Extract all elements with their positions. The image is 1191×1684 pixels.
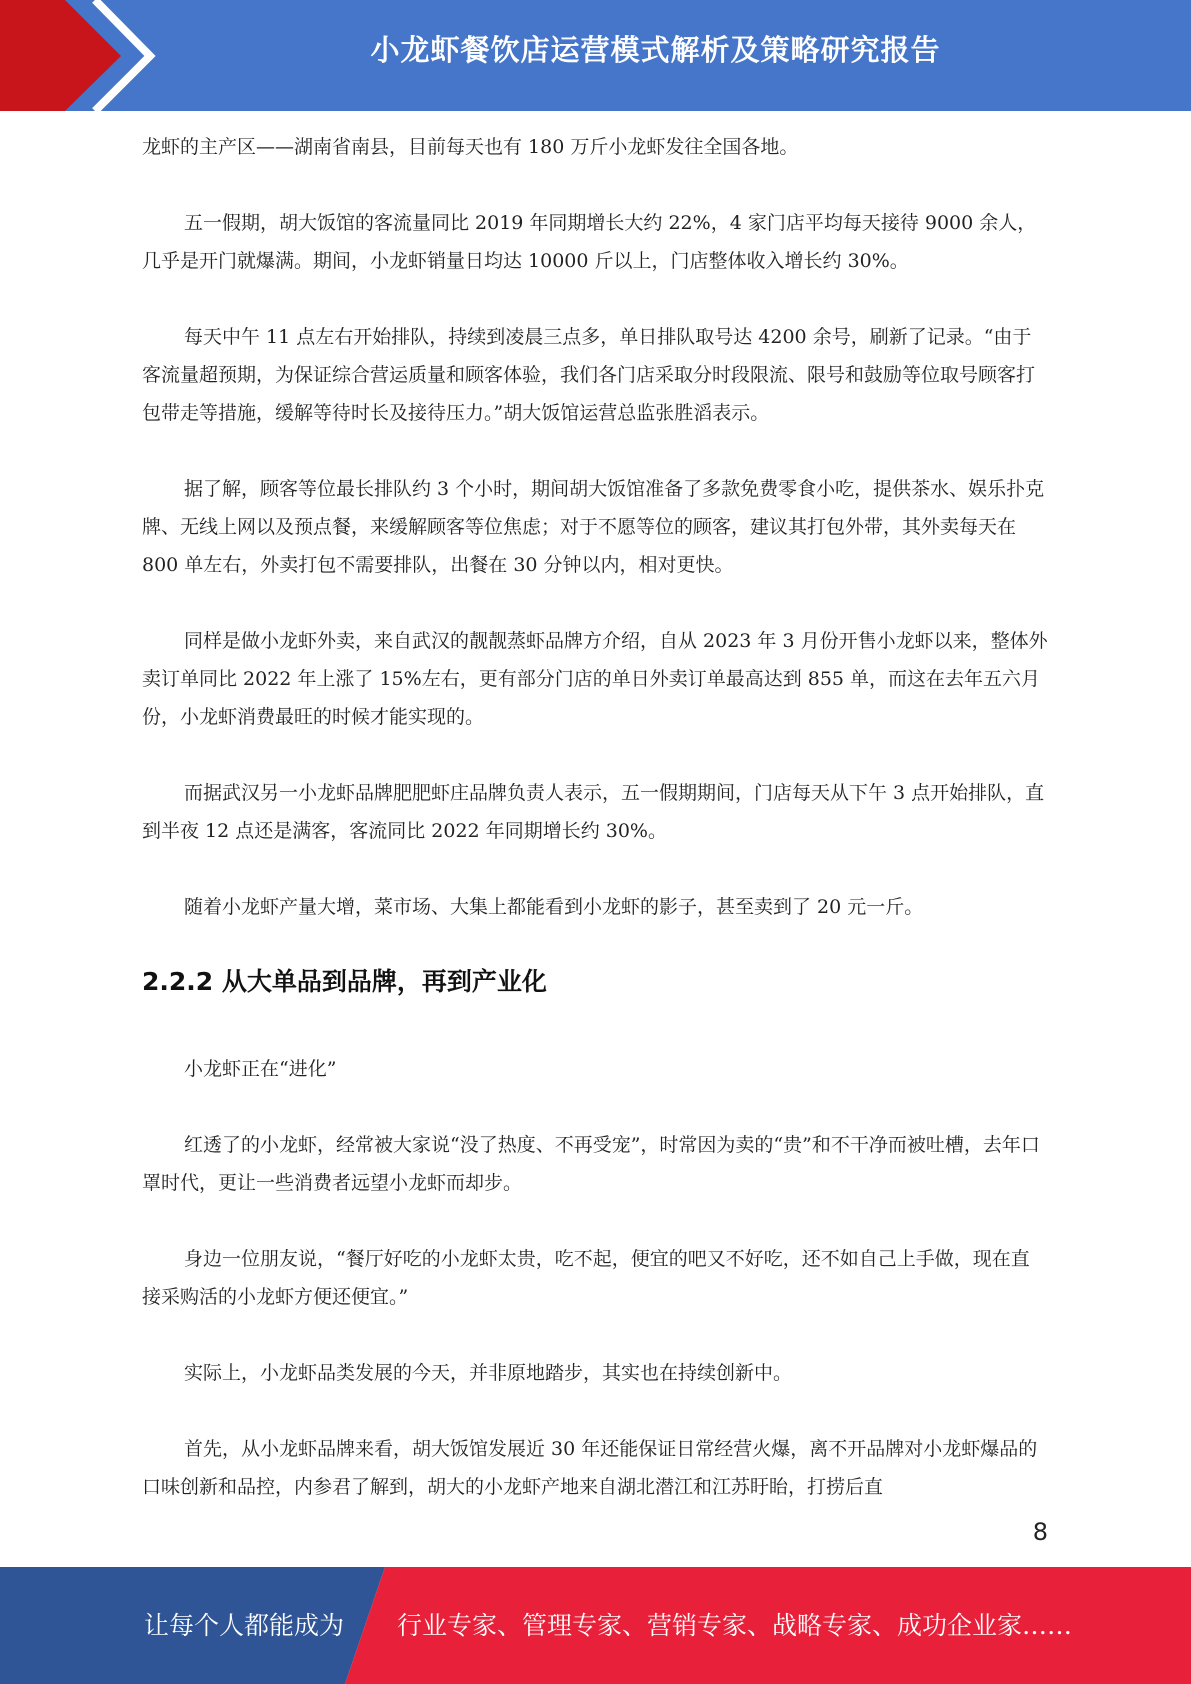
paragraph: 五一假期，胡大饭馆的客流量同比 2019 年同期增长大约 22%，4 家门店平均每天接待 9000 余人，几乎是开门就爆满。期间，小龙虾销量日均达 10000 斤以上，门店整体收入增长约 30%。 bbox=[142, 212, 1037, 272]
paragraph: 实际上，小龙虾品类发展的今天，并非原地踏步，其实也在持续创新中。 bbox=[184, 1362, 793, 1384]
paragraph: 身边一位朋友说，“餐厅好吃的小龙虾太贵，吃不起，便宜的吧又不好吃，还不如自己上手做，现在直接采购活的小龙虾方便还便宜。” bbox=[142, 1248, 1030, 1308]
paragraph: 同样是做小龙虾外卖，来自武汉的靓靓蒸虾品牌方介绍，自从 2023 年 3 月份开售小龙虾以来，整体外卖订单同比 2022 年上涨了 15%左右，更有部分门店的单日外卖订单最高达到 855 单，而这在去年五六月份，小龙虾消费最旺的时候才能实现的。 bbox=[142, 630, 1048, 728]
document-body bbox=[142, 128, 1048, 1544]
paragraph: 红透了的小龙虾，经常被大家说“没了热度、不再受宠”，时常因为卖的“贵”和不干净而被吐槽，去年口罩时代，更让一些消费者远望小龙虾而却步。 bbox=[142, 1134, 1040, 1194]
paragraph: 随着小龙虾产量大增，菜市场、大集上都能看到小龙虾的影子，甚至卖到了 20 元一斤。 bbox=[184, 896, 924, 918]
paragraph: 而据武汉另一小龙虾品牌肥肥虾庄品牌负责人表示，五一假期期间，门店每天从下午 3 点开始排队，直到半夜 12 点还是满客，客流同比 2022 年同期增长约 30%。 bbox=[142, 782, 1045, 842]
paragraph: 每天中午 11 点左右开始排队，持续到凌晨三点多，单日排队取号达 4200 余号，刷新了记录。“由于客流量超预期，为保证综合营运质量和顾客体验，我们各门店采取分时段限流、限号和鼓励等位取号顾客打包带走等措施，缓解等待时长及接待压力。”胡大饭馆运营总监张胜滔表示。 bbox=[142, 326, 1036, 424]
section-heading: 2.2.2 从大单品到品牌，再到产业化 bbox=[142, 967, 547, 996]
paragraph: 龙虾的主产区——湖南省南县，目前每天也有 180 万斤小龙虾发往全国各地。 bbox=[142, 136, 799, 158]
page-header bbox=[0, 0, 1191, 111]
paragraph: 首先，从小龙虾品牌来看，胡大饭馆发展近 30 年还能保证日常经营火爆，离不开品牌对小龙虾爆品的口味创新和品控，内参君了解到，胡大的小龙虾产地来自湖北潜江和江苏盱眙，打捞后直 bbox=[142, 1438, 1038, 1498]
document-title: 小龙虾餐饮店运营模式解析及策略研究报告 bbox=[370, 33, 941, 67]
page-number: 8 bbox=[1032, 1518, 1048, 1546]
paragraph: 据了解，顾客等位最长排队约 3 个小时，期间胡大饭馆准备了多款免费零食小吃，提供茶水、娱乐扑克牌、无线上网以及预点餐，来缓解顾客等位焦虑；对于不愿等位的顾客，建议其打包外带，其外卖每天在 800 单左右，外卖打包不需要排队，出餐在 30 分钟以内，相对更快。 bbox=[142, 478, 1045, 576]
paragraph: 小龙虾正在“进化” bbox=[184, 1058, 337, 1080]
footer-slogan-left: 让每个人都能成为 bbox=[144, 1611, 345, 1640]
footer-slogan-right: 行业专家、管理专家、营销专家、战略专家、成功企业家…… bbox=[397, 1611, 1073, 1640]
page-footer bbox=[0, 1567, 1191, 1684]
